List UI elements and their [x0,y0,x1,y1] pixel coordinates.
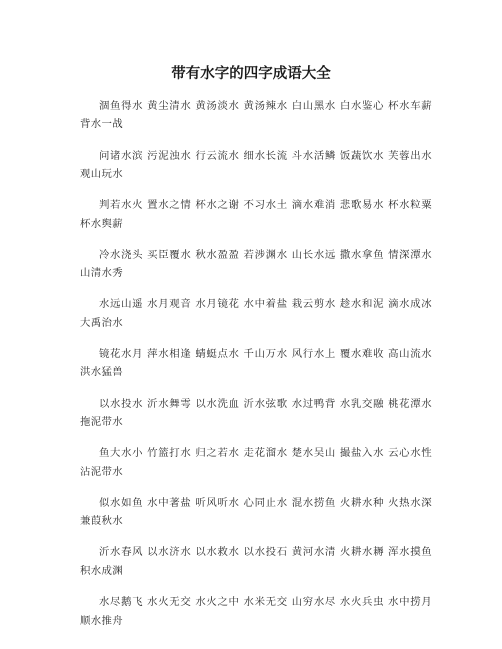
idiom-paragraph: 问诸水滨 污泥浊水 行云流水 细水长流 斗水活鳞 饭蔬饮水 芙蓉出水 观山玩水 [80,149,432,181]
document-body [80,97,432,643]
idiom-paragraph: 冷水浇头 买臣覆水 秋水盈盈 若涉渊水 山长水远 撒水拿鱼 情深潭水 山清水秀 [80,248,432,280]
idiom-paragraph: 以水投水 沂水舞雩 以水洗血 沂水弦歌 水过鸭背 水乳交融 桃花潭水 拖泥带水 [80,397,432,429]
idiom-paragraph: 鱼大水小 竹篮打水 归之若水 走花溜水 楚水吴山 撮盐入水 云心水性 沾泥带水 [80,447,432,478]
idiom-paragraph: 涸鱼得水 黄尘清水 黄汤淡水 黄汤辣水 白山黑水 白水鉴心 杯水车薪 背水一战 [80,100,432,131]
document-title: 带有水字的四字成语大全 [171,66,331,82]
idiom-paragraph: 水远山遥 水月观音 水月镜花 水中着盐 栽云剪水 趁水和泥 滴水成冰 大禹治水 [80,298,432,329]
idiom-paragraph: 沂水春风 以水济水 以水救水 以水投石 黄河水清 火耕水耨 浑水摸鱼 积水成渊 [80,546,432,577]
idiom-paragraph: 水尽鹅飞 水火无交 水火之中 水米无交 山穷水尽 水火兵虫 水中捞月 顺水推舟 [80,596,432,627]
idiom-paragraph: 镜花水月 萍水相逢 蜻蜓点水 千山万水 风行水上 覆水难收 高山流水 洪水猛兽 [80,348,432,379]
idiom-paragraph: 似水如鱼 水中著盐 听风听水 心同止水 混水捞鱼 火耕水种 火热水深 兼葭秋水 [80,496,432,528]
idiom-paragraph: 判若水火 置水之情 杯水之谢 不习水土 滴水难消 悲歌易水 杯水粒粟 杯水舆薪 [80,199,432,230]
